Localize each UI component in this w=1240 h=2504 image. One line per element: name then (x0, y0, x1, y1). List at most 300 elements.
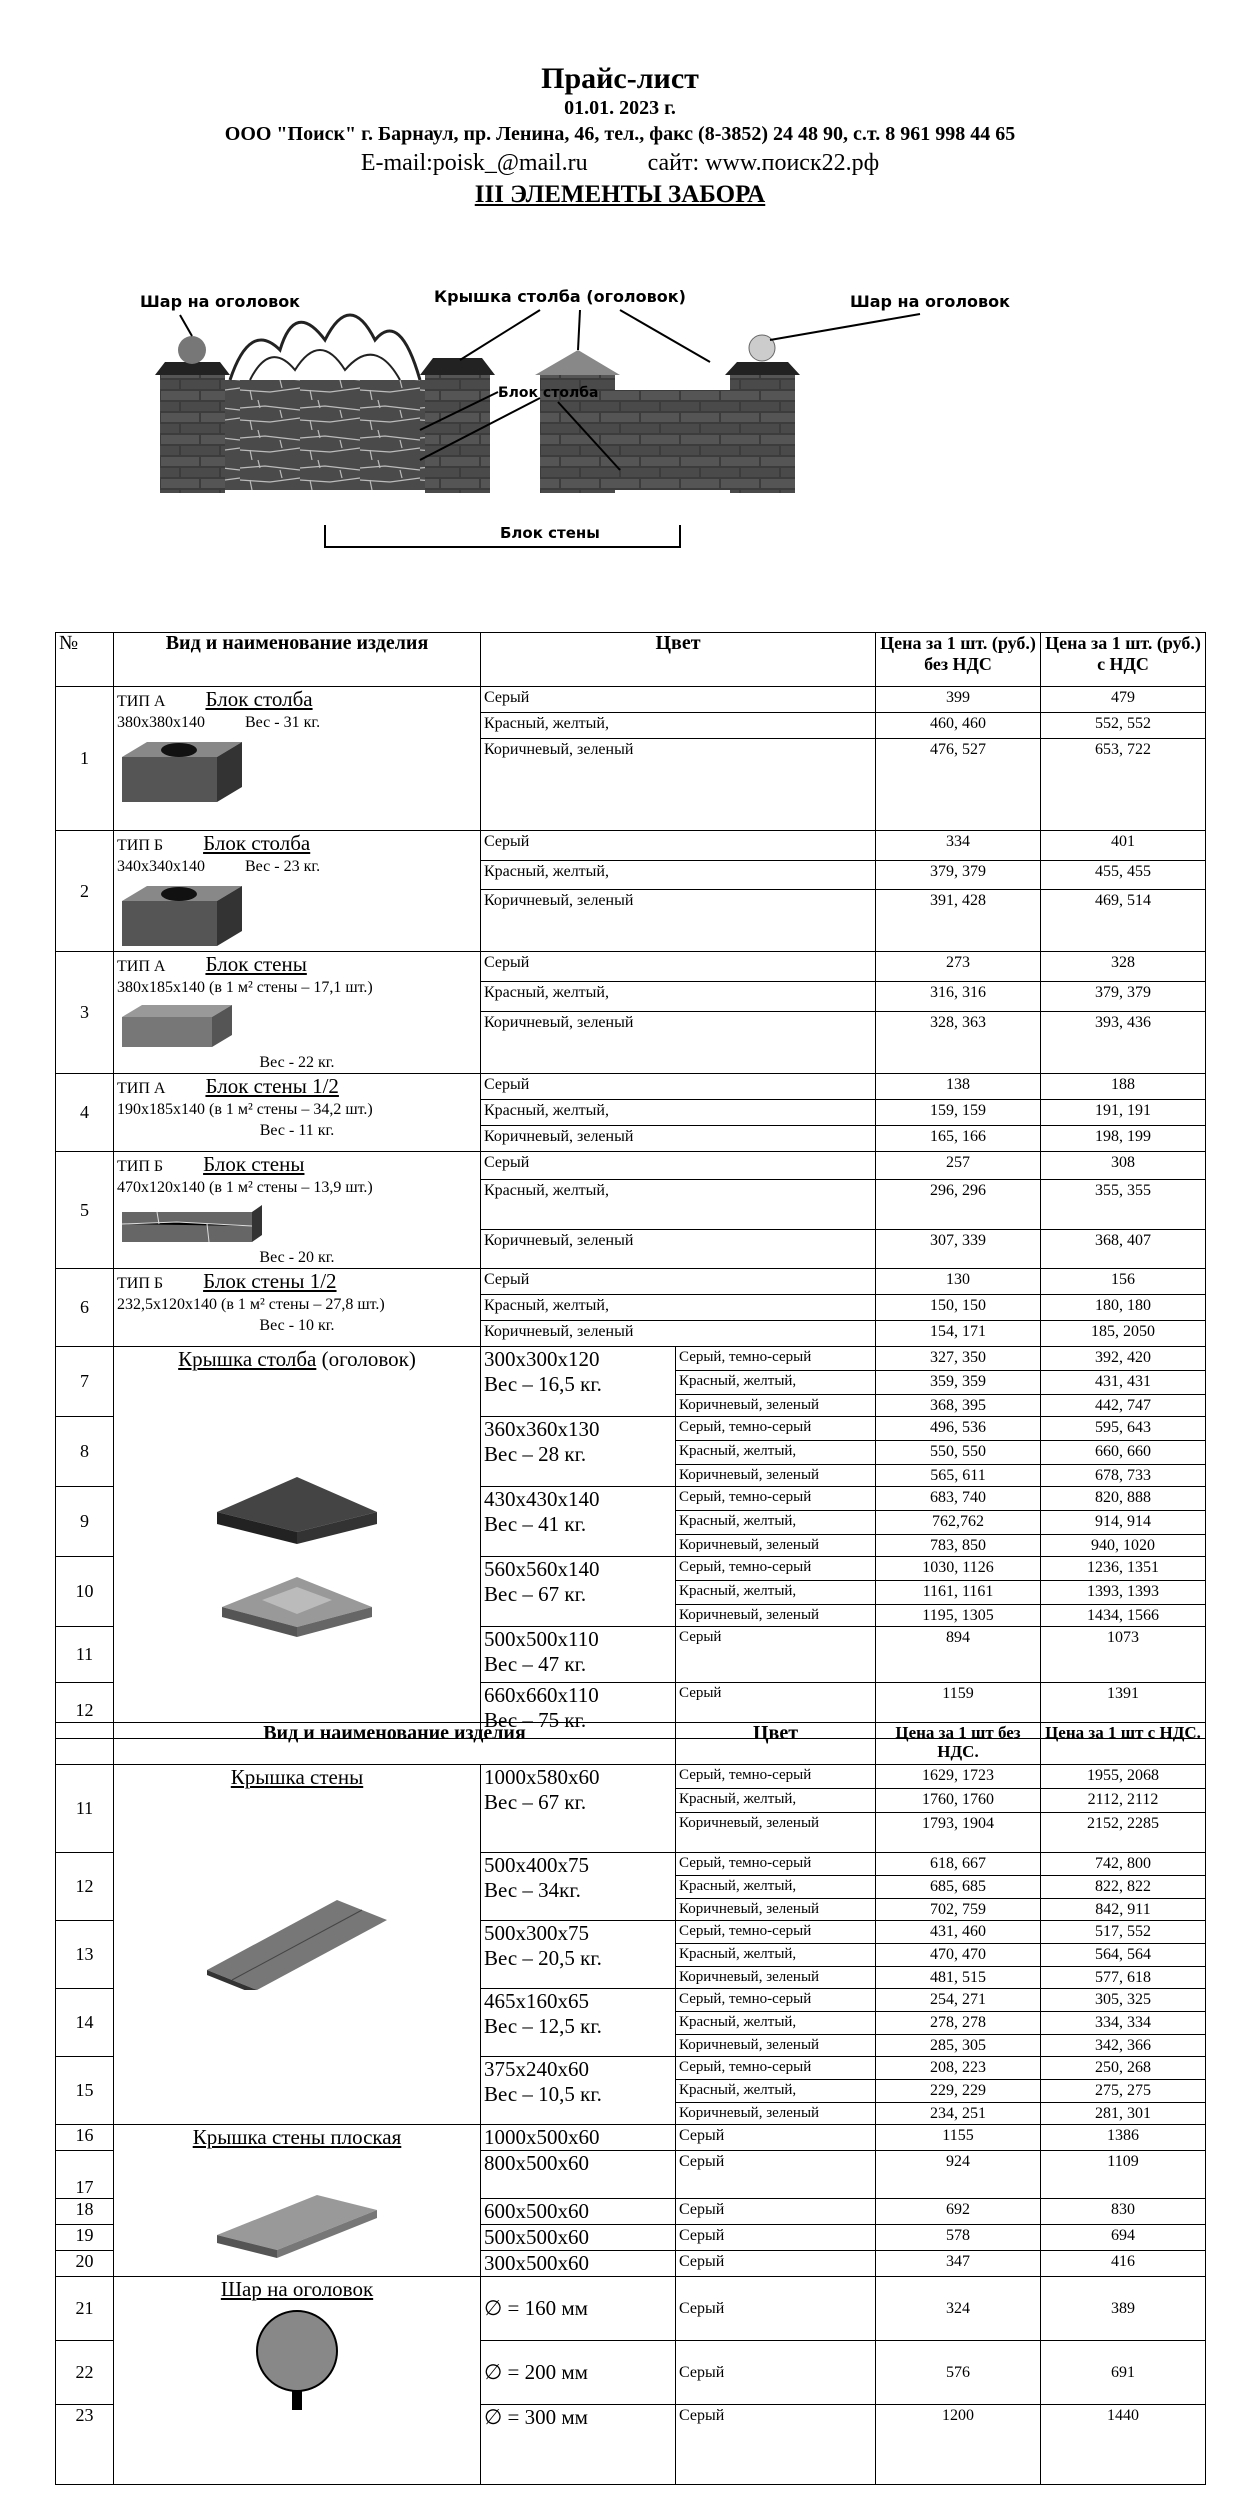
color-cell: Серый (676, 1627, 876, 1683)
price-no-vat: 496, 536 (876, 1417, 1041, 1441)
table-row (56, 831, 1206, 861)
block-post-icon (117, 881, 247, 951)
color-cell: Серый, темно-серый (676, 1921, 876, 1944)
product-type: ТИП Б (117, 1158, 164, 1175)
price-vat: 392, 420 (1041, 1347, 1206, 1371)
row-number: 19 (56, 2225, 114, 2251)
flat-wall-cap-cell (114, 2125, 481, 2277)
color-cell: Коричневый, зеленый (676, 1535, 876, 1557)
product-weight: Вес - 31 кг. (245, 714, 321, 731)
wall-block-icon (117, 1002, 237, 1052)
email: E-mail:poisk_@mail.ru (360, 150, 588, 176)
header-num: № (56, 633, 114, 687)
row-number: 20 (56, 2251, 114, 2277)
color-cell: Серый, темно-серый (676, 1487, 876, 1511)
row-number: 14 (56, 1989, 114, 2057)
post-cap-icon (207, 1472, 387, 1552)
wall-cap-weight: Вес – 67 кг. (484, 1790, 587, 1814)
price-no-vat: 1200 (876, 2405, 1041, 2485)
price-vat: 822, 822 (1041, 1876, 1206, 1899)
color-cell: Красный, желтый, (676, 1789, 876, 1813)
price-vat: 342, 366 (1041, 2035, 1206, 2057)
row-number: 1 (56, 687, 114, 831)
product-weight: Вес - 22 кг. (259, 1054, 335, 1071)
price-vat: 1236, 1351 (1041, 1557, 1206, 1581)
size-cell: ∅ = 300 мм (481, 2405, 676, 2485)
price-vat: 431, 431 (1041, 1371, 1206, 1395)
price-no-vat: 702, 759 (876, 1899, 1041, 1921)
price-vat: 691 (1041, 2341, 1206, 2405)
price-no-vat: 328, 363 (876, 1011, 1041, 1073)
product-size: 190х185х140 (в 1 м² стены – 34,2 шт.) (117, 1101, 373, 1118)
row-number: 4 (56, 1074, 114, 1152)
wall-cap-weight: Вес – 10,5 кг. (484, 2082, 602, 2106)
price-no-vat: 1629, 1723 (876, 1765, 1041, 1789)
size-cell: 600х500х60 (481, 2199, 676, 2225)
fence-diagram (120, 280, 1120, 560)
price-no-vat: 324 (876, 2277, 1041, 2341)
color-cell: Красный, желтый, (676, 2080, 876, 2103)
row-number: 13 (56, 1921, 114, 1989)
price-vat: 653, 722 (1041, 739, 1206, 831)
ball-title: Шар на оголовок (220, 2277, 374, 2301)
price-no-vat: 762,762 (876, 1511, 1041, 1535)
price-vat: 188 (1041, 1074, 1206, 1100)
post-4 (535, 350, 620, 493)
price-no-vat: 692 (876, 2199, 1041, 2225)
size-cell (481, 1765, 676, 1853)
color-cell: Коричневый, зеленый (481, 739, 876, 831)
price-no-vat: 1195, 1305 (876, 1605, 1041, 1627)
color-cell: Коричневый, зеленый (481, 1126, 876, 1152)
price-vat: 180, 180 (1041, 1295, 1206, 1321)
color-cell: Серый, темно-серый (676, 2057, 876, 2080)
price-vat: 564, 564 (1041, 1944, 1206, 1967)
product-type: ТИП А (117, 693, 166, 710)
color-cell: Красный, желтый, (481, 981, 876, 1011)
product-name: Блок стены (203, 1152, 305, 1176)
product-size: 380х380х140 (117, 714, 205, 731)
color-cell: Серый (676, 2225, 876, 2251)
table-row (56, 2277, 1206, 2341)
price-vat: 275, 275 (1041, 2080, 1206, 2103)
price-vat: 1109 (1041, 2151, 1206, 2199)
size-cell (481, 2057, 676, 2125)
price-no-vat: 273 (876, 952, 1041, 982)
company-info: ООО "Поиск" г. Барнаул, пр. Ленина, 46, тел., факс (8-3852) 24 48 90, с.т. 8 961 998 44 65 (224, 123, 1016, 145)
price-no-vat: 1030, 1126 (876, 1557, 1041, 1581)
row-number: 17 (56, 2151, 114, 2199)
brick-wall (615, 390, 730, 490)
row-number: 23 (56, 2405, 114, 2485)
color-cell: Коричневый, зеленый (676, 1899, 876, 1921)
product-name: Блок стены 1/2 (203, 1269, 337, 1293)
price-vat: 1386 (1041, 2125, 1206, 2151)
price-no-vat: 476, 527 (876, 739, 1041, 831)
color-cell: Коричневый, зеленый (676, 2103, 876, 2125)
color-cell: Коричневый, зеленый (676, 1605, 876, 1627)
color-cell: Серый (676, 2199, 876, 2225)
color-cell: Серый, темно-серый (676, 1765, 876, 1789)
size-cell (481, 1989, 676, 2057)
price-vat: 156 (1041, 1269, 1206, 1295)
product-name: Блок столба (205, 687, 313, 711)
color-cell: Серый (481, 1152, 876, 1180)
price-vat: 694 (1041, 2225, 1206, 2251)
color-cell: Серый (481, 1269, 876, 1295)
price-no-vat: 234, 251 (876, 2103, 1041, 2125)
price-no-vat: 138 (876, 1074, 1041, 1100)
price-vat: 308 (1041, 1152, 1206, 1180)
header-num (56, 1723, 114, 1765)
price-no-vat: 229, 229 (876, 2080, 1041, 2103)
price-vat: 1073 (1041, 1627, 1206, 1683)
price-no-vat: 359, 359 (876, 1371, 1041, 1395)
section-title: III ЭЛЕМЕНТЫ ЗАБОРА (474, 181, 766, 208)
header-price-no-vat: Цена за 1 шт без НДС. (876, 1723, 1041, 1765)
stone-wall-block-icon (117, 1202, 267, 1247)
row-number: 8 (56, 1417, 114, 1487)
color-cell: Серый (676, 2341, 876, 2405)
size-cell (481, 1347, 676, 1417)
price-vat: 328 (1041, 952, 1206, 982)
wall-cap-cell (114, 1765, 481, 2125)
color-cell: Серый, темно-серый (676, 1853, 876, 1876)
color-cell: Серый (481, 687, 876, 713)
table-row (56, 2125, 1206, 2151)
size-cell: ∅ = 160 мм (481, 2277, 676, 2341)
price-no-vat: 685, 685 (876, 1876, 1041, 1899)
color-cell: Коричневый, зеленый (481, 1011, 876, 1073)
size-cell (481, 1557, 676, 1627)
price-no-vat: 130 (876, 1269, 1041, 1295)
price-vat: 305, 325 (1041, 1989, 1206, 2012)
wall-cap-weight: Вес – 20,5 кг. (484, 1946, 602, 1970)
size-cell (481, 1417, 676, 1487)
size-cell (481, 1627, 676, 1683)
header-product: Вид и наименование изделия (114, 633, 481, 687)
row-number: 22 (56, 2341, 114, 2405)
color-cell: Коричневый, зеленый (676, 1465, 876, 1487)
color-cell: Серый, темно-серый (676, 1417, 876, 1441)
product-cell (114, 1074, 481, 1152)
label-wall-block: Блок стены (500, 524, 600, 542)
doc-title: Прайс-лист (541, 62, 699, 95)
product-cell (114, 1269, 481, 1347)
table-row (56, 1152, 1206, 1180)
size-cell: ∅ = 200 мм (481, 2341, 676, 2405)
price-no-vat: 1155 (876, 2125, 1041, 2151)
product-name: Блок стены 1/2 (205, 1074, 339, 1098)
row-number: 7 (56, 1347, 114, 1417)
price-no-vat: 208, 223 (876, 2057, 1041, 2080)
ball-icon (247, 2306, 347, 2416)
price-vat: 914, 914 (1041, 1511, 1206, 1535)
color-cell: Серый (676, 2277, 876, 2341)
color-cell: Коричневый, зеленый (676, 2035, 876, 2057)
price-vat: 552, 552 (1041, 713, 1206, 739)
wall-cap-size: 500х300х75 (484, 1921, 589, 1945)
color-cell: Красный, желтый, (676, 1441, 876, 1465)
price-vat: 442, 747 (1041, 1395, 1206, 1417)
wall-cap-weight: Вес – 34кг. (484, 1878, 581, 1902)
contacts (0, 148, 1240, 178)
price-no-vat: 683, 740 (876, 1487, 1041, 1511)
price-vat: 191, 191 (1041, 1100, 1206, 1126)
block-post-icon (117, 737, 247, 807)
cap-weight: Вес – 16,5 кг. (484, 1372, 602, 1396)
cap-size: 660х660х110 (484, 1683, 599, 1707)
price-no-vat: 1159 (876, 1683, 1041, 1739)
color-cell: Серый (676, 1683, 876, 1739)
product-weight: Вес - 20 кг. (259, 1249, 335, 1266)
price-no-vat: 334 (876, 831, 1041, 861)
price-vat: 185, 2050 (1041, 1321, 1206, 1347)
color-cell: Серый (676, 2125, 876, 2151)
price-no-vat: 307, 339 (876, 1229, 1041, 1268)
color-cell: Серый (676, 2151, 876, 2199)
price-no-vat: 470, 470 (876, 1944, 1041, 1967)
cap-size: 500х500х110 (484, 1627, 599, 1651)
fence-left-section (225, 315, 425, 490)
product-name: Блок стены (205, 952, 307, 976)
price-table-1 (55, 632, 1206, 1739)
product-cell (114, 1152, 481, 1269)
cap-weight: Вес – 28 кг. (484, 1442, 587, 1466)
price-table-2 (55, 1722, 1206, 2485)
table-row (56, 1765, 1206, 1789)
size-cell (481, 1487, 676, 1557)
color-cell: Серый (676, 2405, 876, 2485)
header-price-vat: Цена за 1 шт с НДС. (1041, 1723, 1206, 1765)
price-no-vat: 894 (876, 1627, 1041, 1683)
price-no-vat: 257 (876, 1152, 1041, 1180)
document-header (0, 62, 1240, 212)
price-vat: 455, 455 (1041, 860, 1206, 890)
price-vat: 595, 643 (1041, 1417, 1206, 1441)
product-cell (114, 687, 481, 831)
wall-cap-size: 375х240х60 (484, 2057, 589, 2081)
price-vat: 517, 552 (1041, 1921, 1206, 1944)
color-cell: Серый (481, 831, 876, 861)
color-cell: Красный, желтый, (676, 1944, 876, 1967)
price-vat: 1440 (1041, 2405, 1206, 2485)
table-row (56, 1269, 1206, 1295)
color-cell: Коричневый, зеленый (481, 1321, 876, 1347)
product-cell (114, 831, 481, 952)
product-weight: Вес - 11 кг. (259, 1122, 335, 1139)
post-cap-subtitle: (оголовок) (316, 1347, 416, 1371)
price-vat: 368, 407 (1041, 1229, 1206, 1268)
price-vat: 742, 800 (1041, 1853, 1206, 1876)
row-number: 9 (56, 1487, 114, 1557)
color-cell: Красный, желтый, (481, 1100, 876, 1126)
price-no-vat: 1793, 1904 (876, 1813, 1041, 1853)
header-color: Цвет (676, 1723, 876, 1765)
post-cap-title: Крышка столба (178, 1347, 317, 1371)
price-no-vat: 431, 460 (876, 1921, 1041, 1944)
price-vat: 830 (1041, 2199, 1206, 2225)
price-vat: 1955, 2068 (1041, 1765, 1206, 1789)
label-ball-right: Шар на оголовок (849, 292, 1011, 311)
price-no-vat: 1161, 1161 (876, 1581, 1041, 1605)
price-vat: 198, 199 (1041, 1126, 1206, 1152)
price-no-vat: 316, 316 (876, 981, 1041, 1011)
color-cell: Коричневый, зеленый (676, 1967, 876, 1989)
row-number: 15 (56, 2057, 114, 2125)
cap-size: 360х360х130 (484, 1417, 600, 1441)
price-no-vat: 391, 428 (876, 890, 1041, 952)
wall-cap-icon (197, 1890, 397, 1990)
table-row (56, 952, 1206, 982)
wall-cap-size: 1000х580х60 (484, 1765, 600, 1789)
price-vat: 577, 618 (1041, 1967, 1206, 1989)
price-vat: 2112, 2112 (1041, 1789, 1206, 1813)
table-row (56, 1347, 1206, 1371)
color-cell: Коричневый, зеленый (481, 1229, 876, 1268)
price-no-vat: 347 (876, 2251, 1041, 2277)
cap-weight: Вес – 41 кг. (484, 1512, 587, 1536)
product-size: 380х185х140 (в 1 м² стены – 17,1 шт.) (117, 979, 373, 996)
size-cell (481, 1921, 676, 1989)
price-vat: 1434, 1566 (1041, 1605, 1206, 1627)
website: сайт: www.поиск22.рф (647, 150, 880, 176)
row-number: 21 (56, 2277, 114, 2341)
ball-cell (114, 2277, 481, 2485)
price-vat: 842, 911 (1041, 1899, 1206, 1921)
post-cap-cell (114, 1347, 481, 1739)
wall-cap-size: 465х160х65 (484, 1989, 589, 2013)
color-cell: Серый, темно-серый (676, 1557, 876, 1581)
header-price-vat: Цена за 1 шт. (руб.) с НДС (1041, 633, 1206, 687)
row-number: 10 (56, 1557, 114, 1627)
price-vat: 660, 660 (1041, 1441, 1206, 1465)
row-number: 3 (56, 952, 114, 1074)
product-type: ТИП А (117, 1080, 166, 1097)
doc-date: 01.01. 2023 г. (564, 97, 676, 119)
price-no-vat: 150, 150 (876, 1295, 1041, 1321)
price-vat: 416 (1041, 2251, 1206, 2277)
price-vat: 820, 888 (1041, 1487, 1206, 1511)
color-cell: Серый (676, 2251, 876, 2277)
wall-cap-size: 500х400х75 (484, 1853, 589, 1877)
price-no-vat: 924 (876, 2151, 1041, 2199)
header-product: Вид и наименование изделия (114, 1723, 676, 1765)
price-no-vat: 296, 296 (876, 1180, 1041, 1230)
wall-cap-weight: Вес – 12,5 кг. (484, 2014, 602, 2038)
row-number: 12 (56, 1853, 114, 1921)
product-size: 340х340х140 (117, 858, 205, 875)
price-vat: 250, 268 (1041, 2057, 1206, 2080)
price-no-vat: 327, 350 (876, 1347, 1041, 1371)
color-cell: Коричневый, зеленый (676, 1813, 876, 1853)
flat-wall-cap-title: Крышка стены плоская (192, 2125, 402, 2149)
price-vat: 2152, 2285 (1041, 1813, 1206, 1853)
product-size: 470х120х140 (в 1 м² стены – 13,9 шт.) (117, 1179, 373, 1196)
post-cap-light-icon (212, 1572, 382, 1642)
product-name: Блок столба (203, 831, 311, 855)
product-type: ТИП Б (117, 837, 164, 854)
header-price-no-vat: Цена за 1 шт. (руб.) без НДС (876, 633, 1041, 687)
post-3 (725, 335, 800, 493)
price-vat: 479 (1041, 687, 1206, 713)
price-no-vat: 159, 159 (876, 1100, 1041, 1126)
size-cell: 1000х500х60 (481, 2125, 676, 2151)
product-type: ТИП Б (117, 1275, 164, 1292)
price-no-vat: 481, 515 (876, 1967, 1041, 1989)
table-row (56, 1074, 1206, 1100)
price-no-vat: 565, 611 (876, 1465, 1041, 1487)
price-no-vat: 576 (876, 2341, 1041, 2405)
row-number: 5 (56, 1152, 114, 1269)
color-cell: Красный, желтый, (481, 713, 876, 739)
post-1 (155, 336, 230, 493)
header-color: Цвет (481, 633, 876, 687)
cap-weight: Вес – 47 кг. (484, 1652, 587, 1676)
color-cell: Красный, желтый, (481, 1295, 876, 1321)
color-cell: Красный, желтый, (676, 2012, 876, 2035)
size-cell (481, 1853, 676, 1921)
label-post-block: Блок столба (498, 385, 599, 401)
table-row (56, 687, 1206, 713)
color-cell: Коричневый, зеленый (481, 890, 876, 952)
cap-weight: Вес – 75 кг. (484, 1708, 587, 1732)
size-cell: 300х500х60 (481, 2251, 676, 2277)
color-cell: Красный, желтый, (481, 1180, 876, 1230)
label-cap: Крышка столба (оголовок) (434, 287, 686, 306)
price-vat: 469, 514 (1041, 890, 1206, 952)
price-vat: 379, 379 (1041, 981, 1206, 1011)
price-vat: 281, 301 (1041, 2103, 1206, 2125)
color-cell: Серый (481, 952, 876, 982)
price-no-vat: 154, 171 (876, 1321, 1041, 1347)
cap-weight: Вес – 67 кг. (484, 1582, 587, 1606)
price-no-vat: 1760, 1760 (876, 1789, 1041, 1813)
color-cell: Серый (481, 1074, 876, 1100)
cap-size: 430х430х140 (484, 1487, 600, 1511)
flat-wall-cap-icon (207, 2190, 387, 2260)
row-number: 2 (56, 831, 114, 952)
product-type: ТИП А (117, 958, 166, 975)
price-vat: 678, 733 (1041, 1465, 1206, 1487)
wall-cap-title: Крышка стены (230, 1765, 364, 1789)
color-cell: Серый, темно-серый (676, 1989, 876, 2012)
row-number: 12 (56, 1683, 114, 1739)
row-number: 11 (56, 1765, 114, 1853)
label-ball-left: Шар на оголовок (140, 292, 301, 311)
color-cell: Красный, желтый, (676, 1876, 876, 1899)
row-number: 16 (56, 2125, 114, 2151)
price-no-vat: 578 (876, 2225, 1041, 2251)
cap-size: 560х560х140 (484, 1557, 600, 1581)
price-vat: 355, 355 (1041, 1180, 1206, 1230)
price-no-vat: 368, 395 (876, 1395, 1041, 1417)
price-vat: 1391 (1041, 1683, 1206, 1739)
price-no-vat: 165, 166 (876, 1126, 1041, 1152)
row-number: 18 (56, 2199, 114, 2225)
price-no-vat: 379, 379 (876, 860, 1041, 890)
cap-size: 300х300х120 (484, 1347, 600, 1371)
color-cell: Коричневый, зеленый (676, 1395, 876, 1417)
size-cell: 500х500х60 (481, 2225, 676, 2251)
price-vat: 1393, 1393 (1041, 1581, 1206, 1605)
product-size: 232,5х120х140 (в 1 м² стены – 27,8 шт.) (117, 1296, 385, 1313)
row-number: 11 (56, 1627, 114, 1683)
price-no-vat: 285, 305 (876, 2035, 1041, 2057)
price-no-vat: 460, 460 (876, 713, 1041, 739)
color-cell: Серый, темно-серый (676, 1347, 876, 1371)
color-cell: Красный, желтый, (676, 1581, 876, 1605)
